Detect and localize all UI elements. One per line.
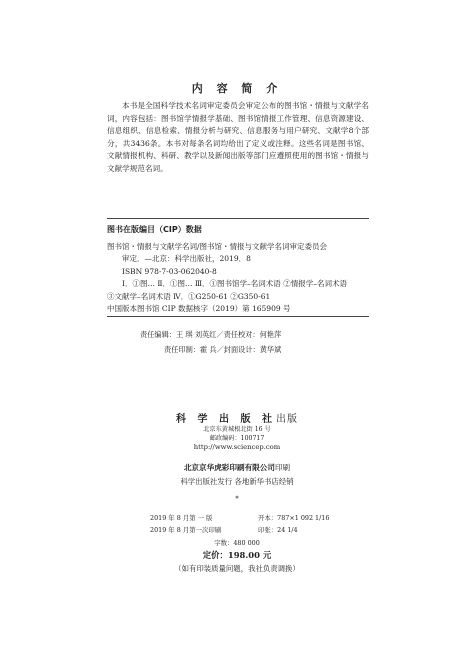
credits-editors: 责任编辑：王 琪 刘英红／责任校对：何艳萍: [140, 330, 282, 339]
publisher-name-suffix: 出版: [275, 414, 298, 425]
publisher-name: [0, 410, 474, 425]
cip-line: 图书馆・情报与文献学名词/图书馆・情报与文献学名词审定委员会: [107, 242, 328, 251]
summary-title: 内 容 简 介: [191, 82, 283, 95]
credits-printing: 责任印制：霍 兵／封面设计：黄华斌: [164, 345, 282, 354]
price: 定价：198.00 元: [202, 550, 272, 560]
word-count: 字数：480 000: [214, 539, 260, 547]
printer-name-text: 北京京华虎彩印刷有限公司: [183, 463, 275, 472]
summary-paragraph: 本书是全国科学技术名词审定委员会审定公布的图书馆・情报与文献学名词，内容包括：图书馆学情报学基础、图书馆情报工作管理、信息资源建设、信息组织、信息检索、情报分析与研究、信息服务与用户研究、文献学8个部分，共3436条。本书对每条名词均给出了定义或注释。这些名词是图书馆、文献情报机构、科研、教学以及新闻出版等部门应遵照使用的图书馆・情报与文献学规范名词。: [107, 101, 369, 173]
printing-date: 2019 年 8 月第一次印刷: [150, 526, 222, 534]
publisher-address: 北京东黄城根北街 16 号: [203, 426, 271, 433]
cip-line: 审定．—北京：科学出版社，2019．8: [122, 254, 251, 264]
printer-name-suffix: 印刷: [274, 463, 291, 472]
cip-line: ③文献学–名词术语 Ⅳ．①G250-61 ②G350-61: [107, 291, 271, 301]
publisher-name-text: 科 学 出 版 社: [176, 414, 276, 425]
summary-text: [107, 100, 369, 176]
cip-line: ISBN 978-7-03-062040-8: [122, 266, 217, 276]
divider-top: [107, 218, 369, 219]
sheet-count: 印张：24 1/4: [258, 526, 298, 534]
cip-line: 中国版本图书馆 CIP 数据核字（2019）第 165909 号: [107, 304, 291, 314]
separator-star: *: [235, 495, 239, 503]
credits-line-2: [164, 345, 287, 355]
publisher-website: http://www.sciencep.com: [193, 443, 281, 451]
printer-name: [0, 462, 474, 473]
format-size: 开本：787×1 092 1/16: [258, 514, 330, 522]
quality-note: （如有印装质量问题，我社负责调换）: [174, 564, 300, 573]
credits-line-1: [140, 330, 287, 340]
distribution: 科学出版社发行 各地新华书店经销: [180, 477, 294, 486]
cip-heading: 图书在版编目（CIP）数据: [107, 225, 202, 234]
edition-date: 2019 年 8 月第 一 版: [150, 514, 213, 522]
publisher-postcode: 邮政编码：100717: [209, 435, 265, 442]
cip-line: Ⅰ．①图… Ⅱ．①图… Ⅲ．①图书馆学–名词术语 ②情报学–名词术语: [122, 279, 347, 289]
divider-middle: [107, 316, 369, 317]
cip-block: [107, 241, 369, 315]
